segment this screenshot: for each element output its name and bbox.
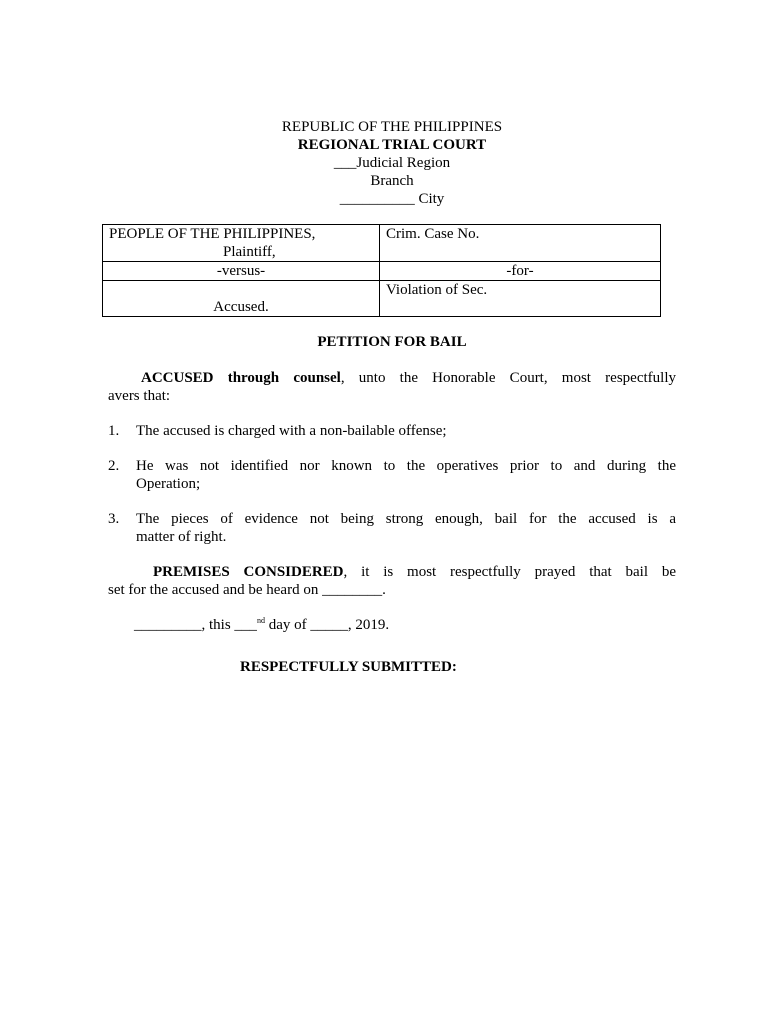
- caption-case-no: Crim. Case No.: [386, 226, 480, 242]
- prayer-paragraph: [108, 563, 676, 599]
- caption-plaintiff: Plaintiff,: [223, 244, 276, 260]
- date-line: [134, 616, 634, 634]
- prayer-line-2: set for the accused and be heard on ________.: [108, 582, 386, 598]
- caption-accused: Accused.: [103, 281, 380, 317]
- prayer-line-1: [108, 563, 676, 581]
- list-item-text-cont: matter of right.: [136, 529, 227, 545]
- date-part-2: day of _____, 2019.: [264, 617, 390, 633]
- prayer-rest: , it is most respectfully prayed that bail be: [343, 564, 676, 580]
- list-item-number: 3.: [108, 511, 120, 527]
- caption-case-no-cell: [380, 225, 661, 262]
- caption-party-cell: [103, 225, 380, 262]
- intro-line-2: avers that:: [108, 388, 171, 404]
- header-republic: REPUBLIC OF THE PHILIPPINES: [281, 119, 503, 135]
- list-item-text: The accused is charged with a non-bailable offense;: [136, 423, 447, 439]
- intro-bold: ACCUSED through counsel: [141, 370, 341, 386]
- caption-versus: -versus-: [103, 262, 380, 281]
- document-title: PETITION FOR BAIL: [317, 334, 467, 350]
- header-branch: Branch: [370, 173, 414, 189]
- caption-violation: Violation of Sec.: [380, 281, 661, 317]
- date-part-1: _________, this ___: [134, 617, 257, 633]
- list-item: [108, 422, 676, 440]
- header-court: REGIONAL TRIAL COURT: [297, 137, 487, 153]
- header-city: __________ City: [339, 191, 445, 207]
- closing-submitted: RESPECTFULLY SUBMITTED:: [240, 659, 457, 675]
- list-item-number: 1.: [108, 423, 120, 439]
- court-header: [0, 118, 768, 208]
- list-item: [108, 457, 676, 493]
- intro-rest: , unto the Honorable Court, most respectfully: [340, 370, 676, 386]
- header-region: ___Judicial Region: [333, 155, 451, 171]
- intro-paragraph: [108, 369, 676, 405]
- case-caption-table: [102, 224, 661, 317]
- list-item-text: The pieces of evidence not being strong enough, bail for the accused is a: [136, 511, 676, 527]
- intro-line-1: [108, 369, 676, 387]
- list-item-text-cont: Operation;: [136, 476, 201, 492]
- list-item-text: He was not identified nor known to the operatives prior to and during the: [136, 458, 676, 474]
- list-item: [108, 510, 676, 546]
- date-superscript: nd: [256, 616, 265, 625]
- caption-for: -for-: [380, 262, 661, 281]
- caption-party: PEOPLE OF THE PHILIPPINES,: [109, 226, 316, 242]
- list-item-number: 2.: [108, 458, 120, 474]
- prayer-bold: PREMISES CONSIDERED: [153, 564, 344, 580]
